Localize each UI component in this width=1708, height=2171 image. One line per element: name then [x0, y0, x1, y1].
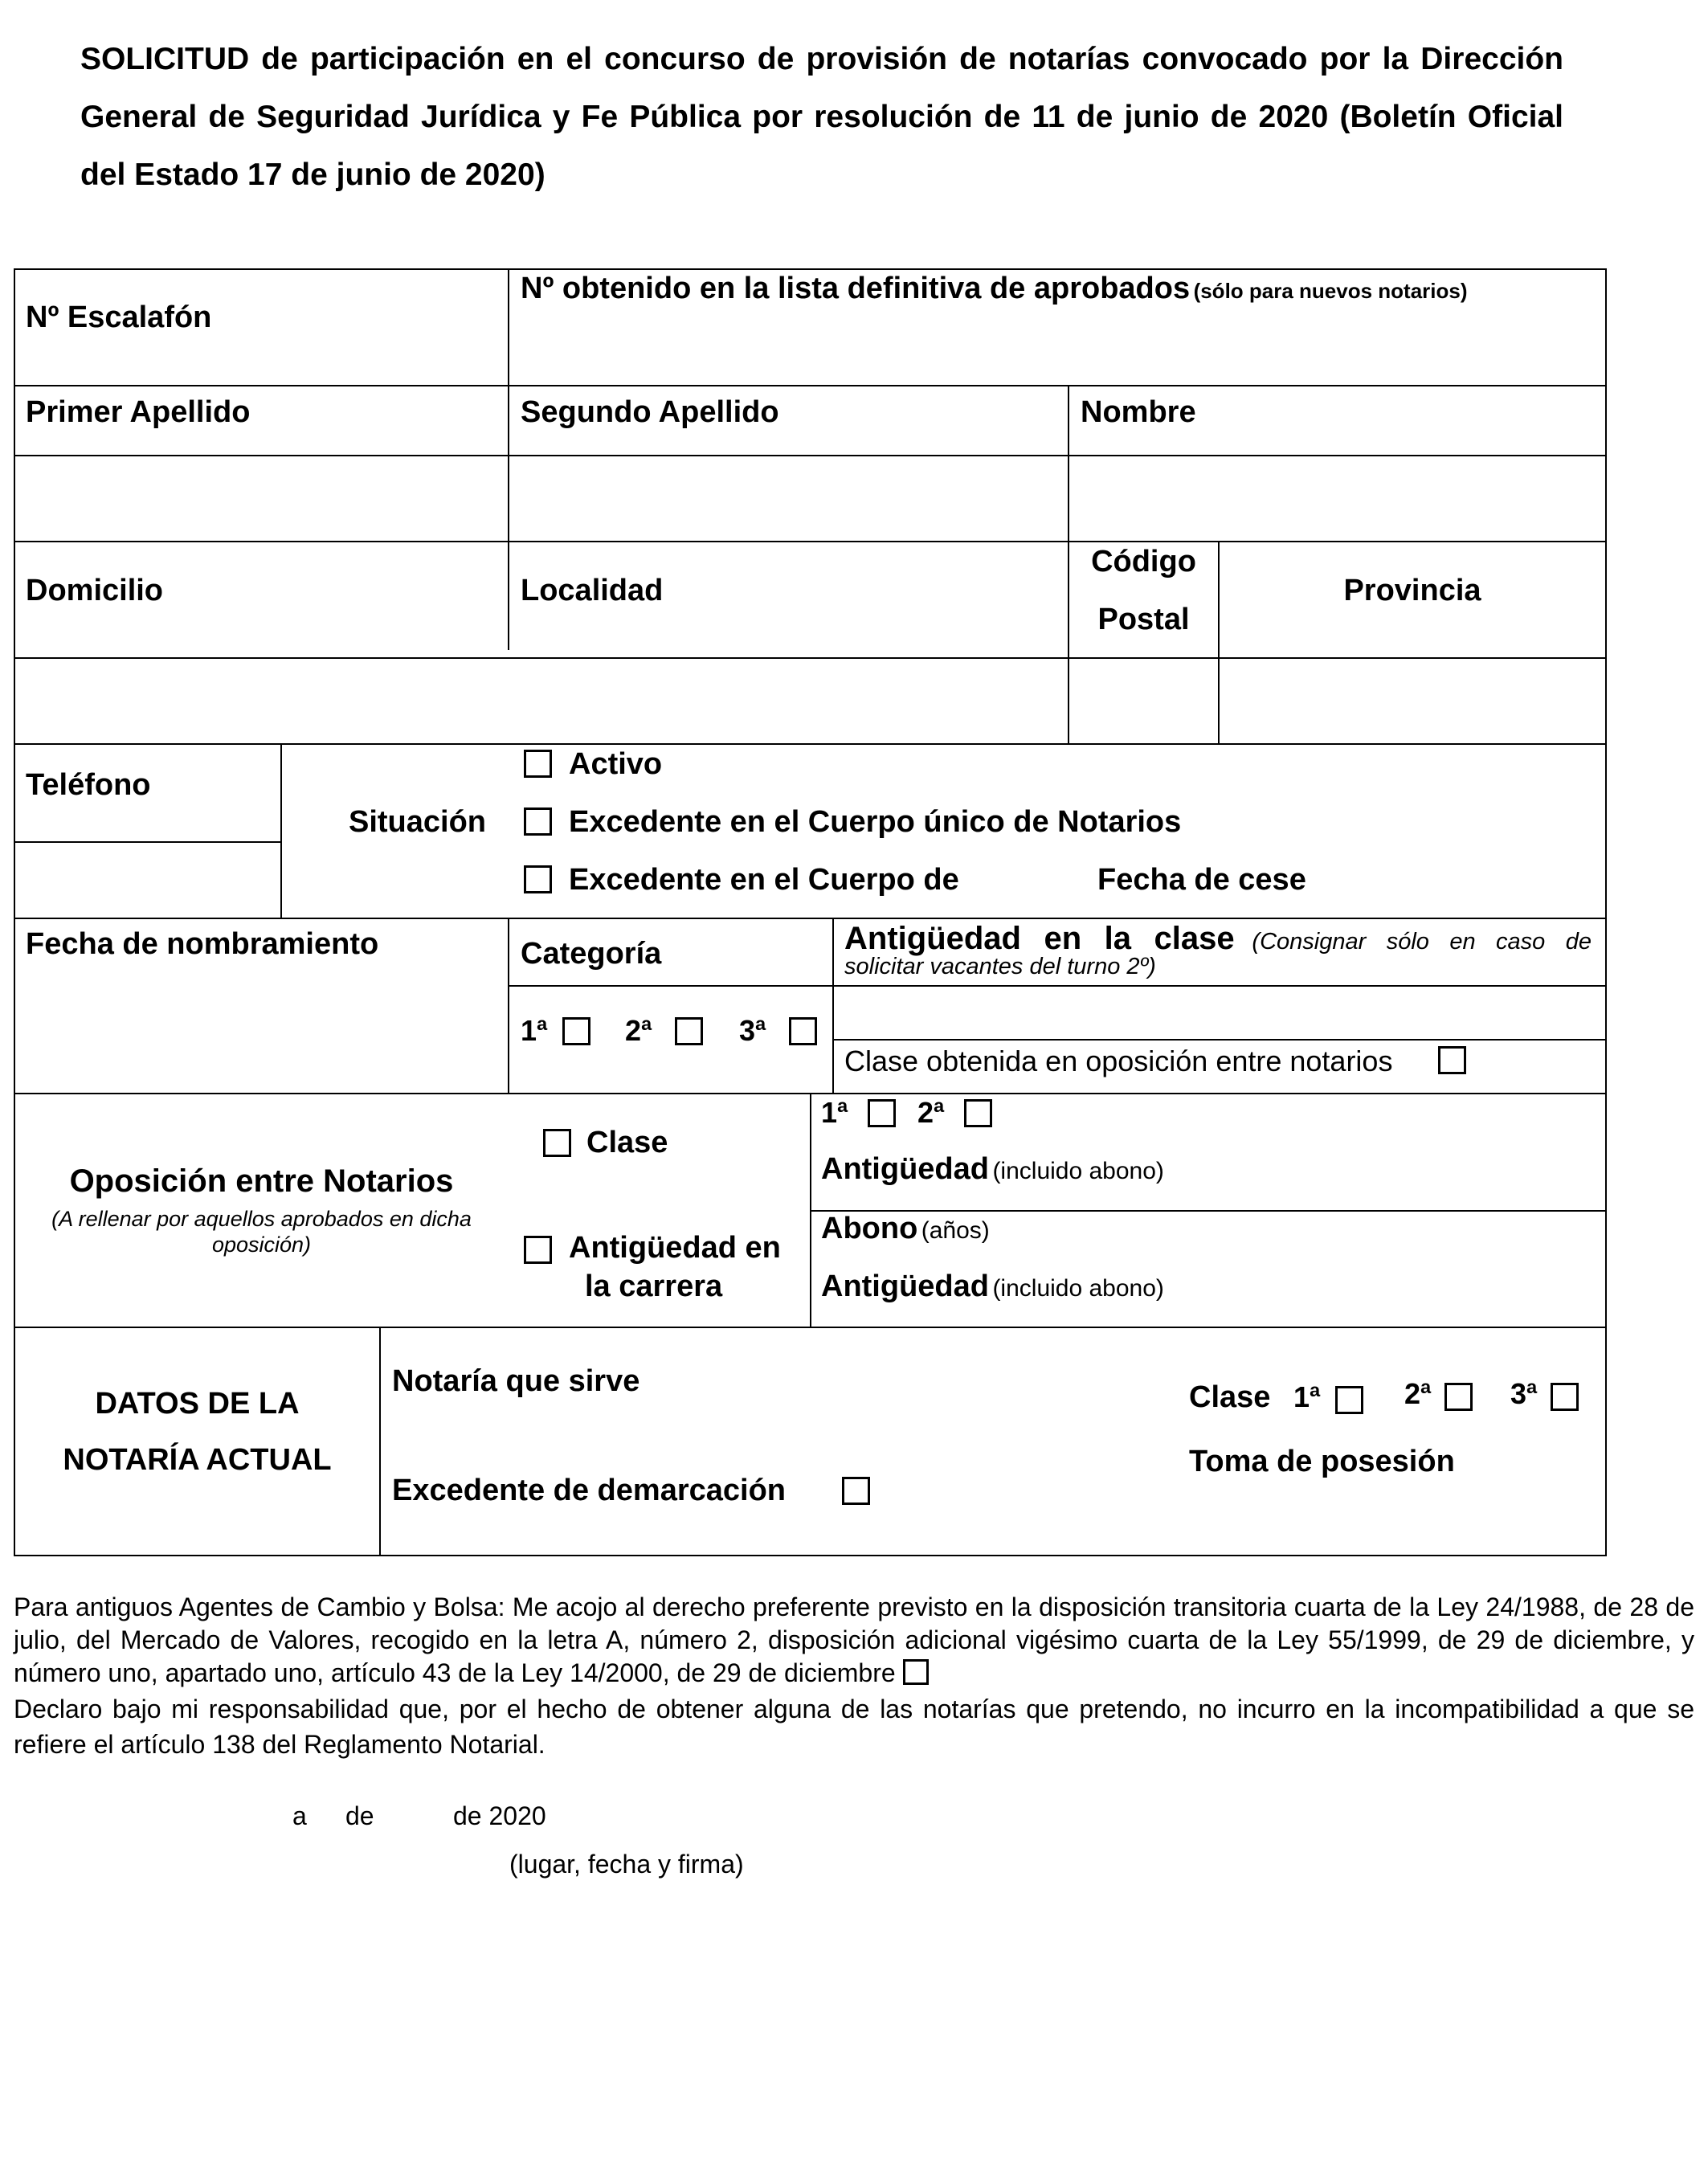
document-title: SOLICITUD de participación en el concurso de provisión de notarías convocado por la Dirección General de Seguridad Jurídica y Fe Pública por resolución de 11 de junio de 2020 (Boletín Oficial del Estado 17 de junio de 2020) — [80, 42, 1563, 192]
antiguedad-clase-header: Antigüedad en la clase (Consignar sólo en caso de — [844, 921, 1592, 956]
excedente-cuerpo-label: Excedente en el Cuerpo de — [569, 863, 959, 897]
antiguedad-carrera-label-2: la carrera — [585, 1269, 723, 1303]
lista-aprobados-note: (sólo para nuevos notarios) — [1193, 279, 1468, 303]
localidad-field[interactable] — [509, 659, 1068, 743]
clase-obtenida-label: Clase obtenida en oposición entre notarios — [844, 1045, 1393, 1077]
categoria-3-checkbox[interactable] — [789, 1017, 817, 1045]
antiguedad-clase-field[interactable] — [834, 987, 1605, 1039]
fecha-cese-label: Fecha de cese — [1097, 863, 1306, 897]
antiguedad-carrera-label: Antigüedad en — [569, 1231, 781, 1265]
agentes-checkbox[interactable] — [903, 1659, 929, 1685]
oposicion-note: (A rellenar por aquellos aprobados en dicha — [51, 1207, 472, 1231]
categoria-2-label: 2ª — [625, 1014, 652, 1047]
nombre-field[interactable] — [1069, 456, 1605, 541]
primer-apellido-label: Primer Apellido — [26, 395, 251, 429]
toma-posesion-label: Toma de posesión — [1189, 1445, 1455, 1478]
fecha-nombramiento-label: Fecha de nombramiento — [26, 927, 379, 961]
antiguedad-clase-line: Antigüedad (incluido abono) — [821, 1152, 1164, 1186]
localidad-label: Localidad — [521, 574, 664, 607]
activo-label: Activo — [569, 747, 663, 781]
telefono-field[interactable] — [15, 843, 280, 918]
notaria-clase-1-label: 1ª — [1293, 1380, 1321, 1413]
nombre-label: Nombre — [1081, 395, 1196, 429]
clase-checkbox[interactable] — [543, 1129, 571, 1157]
codigo-postal-field[interactable] — [1069, 659, 1218, 743]
clase-1-checkbox[interactable] — [868, 1099, 896, 1127]
datos-notaria-title-2: NOTARÍA ACTUAL — [63, 1443, 332, 1477]
activo-checkbox[interactable] — [524, 750, 552, 778]
categoria-2-checkbox[interactable] — [675, 1017, 703, 1045]
notaria-clase-2-label: 2ª — [1404, 1377, 1432, 1410]
notaria-clase-label: Clase — [1189, 1380, 1271, 1414]
antiguedad-clase-note: (Consignar sólo en caso de — [1252, 929, 1592, 955]
escalafon-label: Nº Escalafón — [26, 301, 212, 334]
clase-option-label: Clase — [586, 1126, 668, 1159]
escalafon-field[interactable] — [15, 313, 506, 383]
excedente-unico-label: Excedente en el Cuerpo único de Notarios — [569, 805, 1182, 839]
firma-lugar-fecha: (lugar, fecha y firma) — [509, 1850, 744, 1879]
codigo-label: Código — [1091, 545, 1196, 579]
clase-2-label: 2ª — [917, 1096, 945, 1129]
postal-label: Postal — [1097, 603, 1190, 636]
antiguedad-clase-note-2: solicitar vacantes del turno 2º) — [844, 954, 1156, 979]
provincia-label: Provincia — [1343, 574, 1481, 607]
domicilio-label: Domicilio — [26, 574, 164, 607]
excedente-demarcacion-checkbox[interactable] — [842, 1477, 870, 1505]
clase-1-label: 1ª — [821, 1096, 848, 1129]
clase-obtenida-checkbox[interactable] — [1438, 1046, 1466, 1074]
firma-a: a — [292, 1801, 307, 1830]
abono-line: Abono (años) — [821, 1212, 990, 1245]
categoria-1-label: 1ª — [521, 1014, 548, 1047]
notaria-clase-3-label: 3ª — [1510, 1377, 1538, 1410]
domicilio-field[interactable] — [15, 659, 506, 743]
situacion-label: Situación — [349, 805, 487, 839]
antiguedad-carrera-checkbox[interactable] — [524, 1236, 552, 1264]
categoria-1-checkbox[interactable] — [562, 1017, 590, 1045]
excedente-unico-checkbox[interactable] — [524, 807, 552, 836]
lista-aprobados-field[interactable] — [509, 313, 1604, 383]
clase-2-checkbox[interactable] — [964, 1099, 992, 1127]
fecha-nombramiento-field[interactable] — [15, 987, 506, 1093]
oposicion-note-2: oposición) — [211, 1233, 312, 1257]
datos-notaria-title: DATOS DE LA — [95, 1387, 300, 1421]
firma-de: de — [345, 1801, 374, 1830]
firma-year: de 2020 — [453, 1801, 546, 1830]
excedente-cuerpo-checkbox[interactable] — [524, 865, 552, 893]
excedente-demarcacion-label: Excedente de demarcación — [392, 1474, 786, 1507]
notaria-sirve-label: Notaría que sirve — [392, 1364, 640, 1398]
oposicion-title: Oposición entre Notarios — [69, 1163, 454, 1199]
notaria-clase-1-checkbox[interactable] — [1335, 1386, 1363, 1414]
antiguedad-carrera-line: Antigüedad (incluido abono) — [821, 1269, 1164, 1303]
segundo-apellido-label: Segundo Apellido — [521, 395, 779, 429]
telefono-label: Teléfono — [26, 768, 151, 802]
categoria-3-label: 3ª — [739, 1014, 766, 1047]
categoria-label: Categoría — [521, 937, 662, 971]
primer-apellido-field[interactable] — [15, 456, 506, 541]
declaracion-incompatibilidad: Declaro bajo mi responsabilidad que, por el hecho de obtener alguna de las notarías que pretendo, no incurro en la incompatibilidad a que se refiere el artículo 138 del Reglamento Notarial. — [14, 1695, 1694, 1759]
provincia-field[interactable] — [1220, 659, 1605, 743]
lista-aprobados-label: Nº obtenido en la lista definitiva de aprobados (sólo para nuevos notarios) — [521, 272, 1468, 305]
notaria-clase-2-checkbox[interactable] — [1444, 1383, 1473, 1411]
notaria-clase-3-checkbox[interactable] — [1551, 1383, 1579, 1411]
declaracion-agentes: Para antiguos Agentes de Cambio y Bolsa: Me acojo al derecho preferente previsto en la disposición transitoria cuarta de la Ley 24/1988, de 28 de julio, del Mercado de Valores, recogido en la letra A, número 2, disposición adicional vigésimo cuarta de la Ley 55/1999, de 29 de diciembre, y número uno, apartado uno, artículo 43 de la Ley 14/2000, de 29 de diciembre — [14, 1592, 1694, 1687]
segundo-apellido-field[interactable] — [509, 456, 1068, 541]
